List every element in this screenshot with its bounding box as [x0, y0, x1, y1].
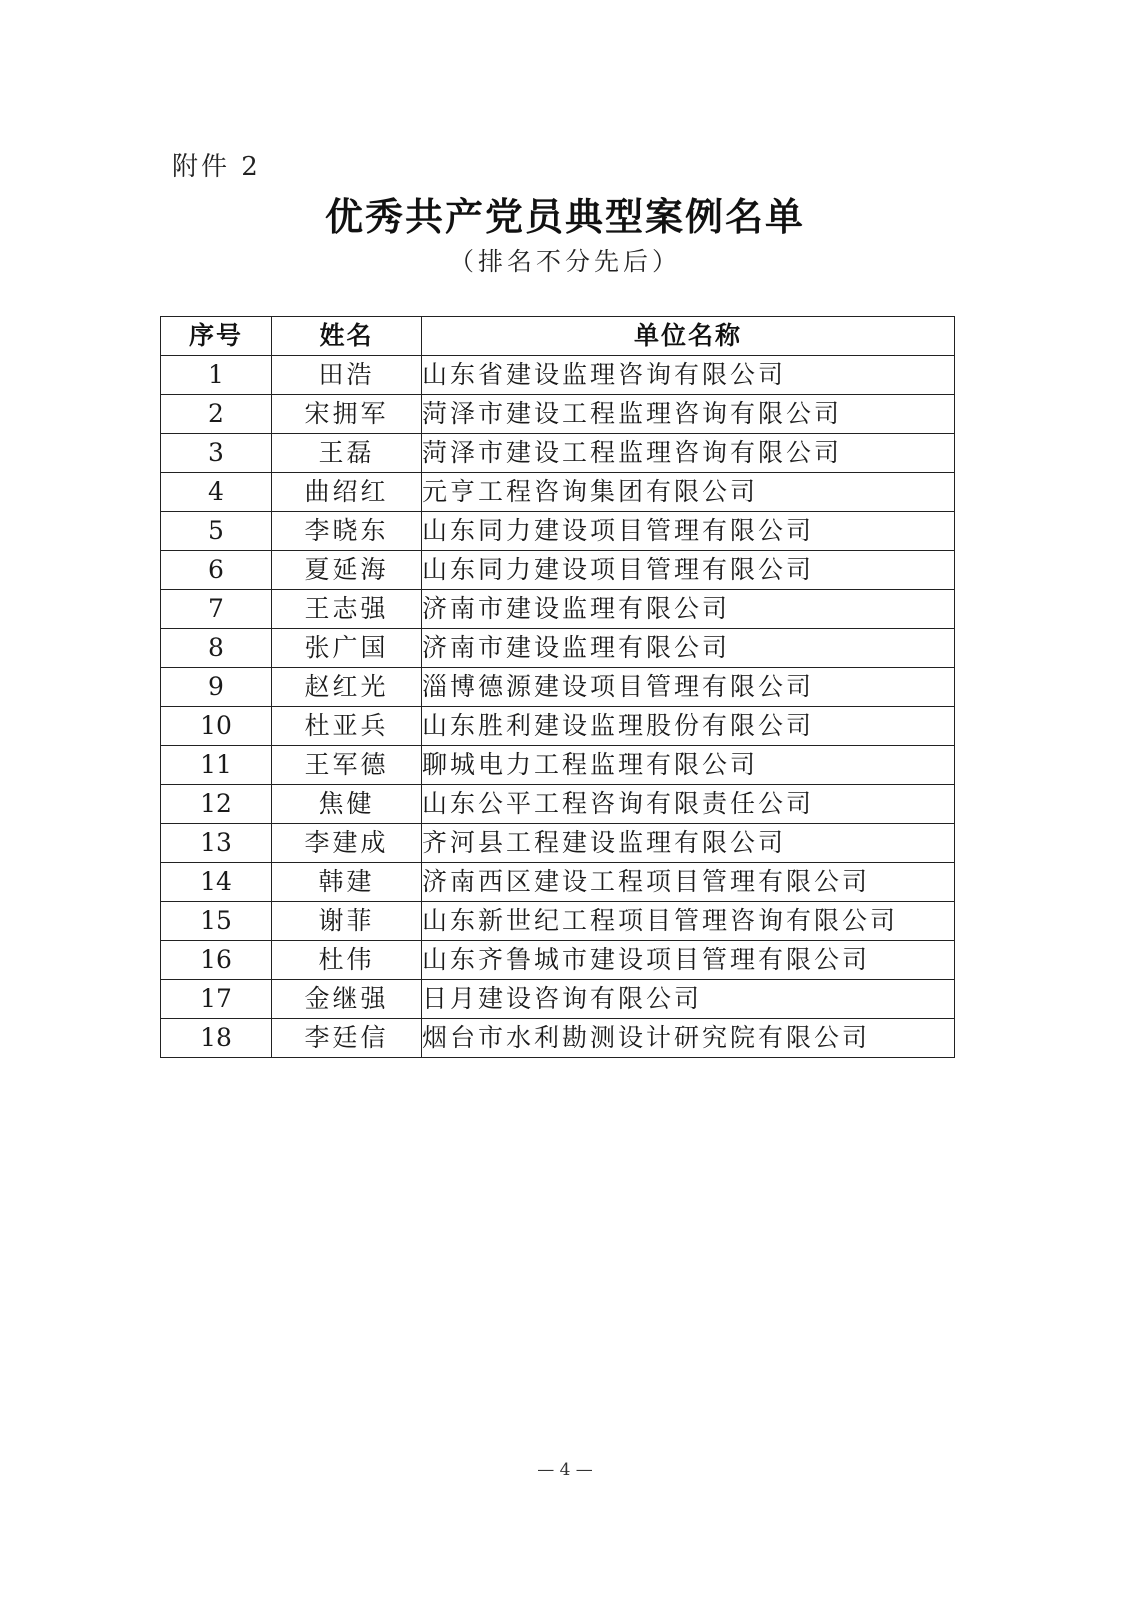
table-row — [161, 902, 955, 941]
cell-name: 焦健 — [272, 785, 422, 824]
cell-name: 韩建 — [272, 863, 422, 902]
cell-org: 齐河县工程建设监理有限公司 — [422, 824, 955, 863]
table-header-row — [161, 317, 955, 356]
cell-org: 元亨工程咨询集团有限公司 — [422, 473, 955, 512]
table-row — [161, 980, 955, 1019]
cell-org: 山东同力建设项目管理有限公司 — [422, 551, 955, 590]
cell-index: 18 — [161, 1019, 272, 1058]
cell-name: 金继强 — [272, 980, 422, 1019]
document-subtitle: （排名不分先后） — [448, 247, 681, 276]
table-row — [161, 746, 955, 785]
cell-name: 田浩 — [272, 356, 422, 395]
header-org: 单位名称 — [422, 317, 955, 356]
header-index: 序号 — [161, 317, 272, 356]
cell-name: 李晓东 — [272, 512, 422, 551]
cell-index: 15 — [161, 902, 272, 941]
cell-org: 济南市建设监理有限公司 — [422, 590, 955, 629]
table-row — [161, 707, 955, 746]
cell-name: 李建成 — [272, 824, 422, 863]
attachment-label: 附件 2 — [172, 152, 261, 182]
cell-org: 山东胜利建设监理股份有限公司 — [422, 707, 955, 746]
cell-org: 聊城电力工程监理有限公司 — [422, 746, 955, 785]
cell-name: 赵红光 — [272, 668, 422, 707]
table-row — [161, 590, 955, 629]
cell-org: 济南西区建设工程项目管理有限公司 — [422, 863, 955, 902]
cell-index: 5 — [161, 512, 272, 551]
table-row — [161, 395, 955, 434]
table-row — [161, 1019, 955, 1058]
cell-index: 11 — [161, 746, 272, 785]
table-row — [161, 434, 955, 473]
table-row — [161, 785, 955, 824]
cell-index: 4 — [161, 473, 272, 512]
cell-name: 王军德 — [272, 746, 422, 785]
cell-index: 7 — [161, 590, 272, 629]
cell-name: 杜亚兵 — [272, 707, 422, 746]
cell-index: 16 — [161, 941, 272, 980]
cell-name: 杜伟 — [272, 941, 422, 980]
cell-org: 山东公平工程咨询有限责任公司 — [422, 785, 955, 824]
table-row — [161, 668, 955, 707]
cell-org: 日月建设咨询有限公司 — [422, 980, 955, 1019]
cell-index: 2 — [161, 395, 272, 434]
cell-index: 10 — [161, 707, 272, 746]
cell-name: 谢菲 — [272, 902, 422, 941]
cell-org: 山东新世纪工程项目管理咨询有限公司 — [422, 902, 955, 941]
cell-index: 17 — [161, 980, 272, 1019]
cell-name: 李廷信 — [272, 1019, 422, 1058]
cell-org: 烟台市水利勘测设计研究院有限公司 — [422, 1019, 955, 1058]
cell-org: 济南市建设监理有限公司 — [422, 629, 955, 668]
table-row — [161, 512, 955, 551]
document-title: 优秀共产党员典型案例名单 — [324, 195, 805, 239]
cell-index: 13 — [161, 824, 272, 863]
table-row — [161, 473, 955, 512]
cell-index: 9 — [161, 668, 272, 707]
cell-name: 张广国 — [272, 629, 422, 668]
cell-index: 6 — [161, 551, 272, 590]
table-row — [161, 941, 955, 980]
table-row — [161, 824, 955, 863]
table-row — [161, 551, 955, 590]
cell-org: 山东省建设监理咨询有限公司 — [422, 356, 955, 395]
table-row — [161, 629, 955, 668]
cell-org: 菏泽市建设工程监理咨询有限公司 — [422, 434, 955, 473]
cell-index: 14 — [161, 863, 272, 902]
header-name: 姓名 — [272, 317, 422, 356]
cell-name: 宋拥军 — [272, 395, 422, 434]
roster-table — [160, 316, 955, 1058]
table-row — [161, 863, 955, 902]
cell-name: 王志强 — [272, 590, 422, 629]
table-row — [161, 356, 955, 395]
cell-org: 淄博德源建设项目管理有限公司 — [422, 668, 955, 707]
cell-name: 曲绍红 — [272, 473, 422, 512]
cell-index: 12 — [161, 785, 272, 824]
cell-org: 菏泽市建设工程监理咨询有限公司 — [422, 395, 955, 434]
cell-name: 夏延海 — [272, 551, 422, 590]
cell-org: 山东同力建设项目管理有限公司 — [422, 512, 955, 551]
cell-index: 3 — [161, 434, 272, 473]
cell-org: 山东齐鲁城市建设项目管理有限公司 — [422, 941, 955, 980]
cell-index: 8 — [161, 629, 272, 668]
page-number: — 4 — — [537, 1460, 593, 1480]
cell-index: 1 — [161, 356, 272, 395]
cell-name: 王磊 — [272, 434, 422, 473]
